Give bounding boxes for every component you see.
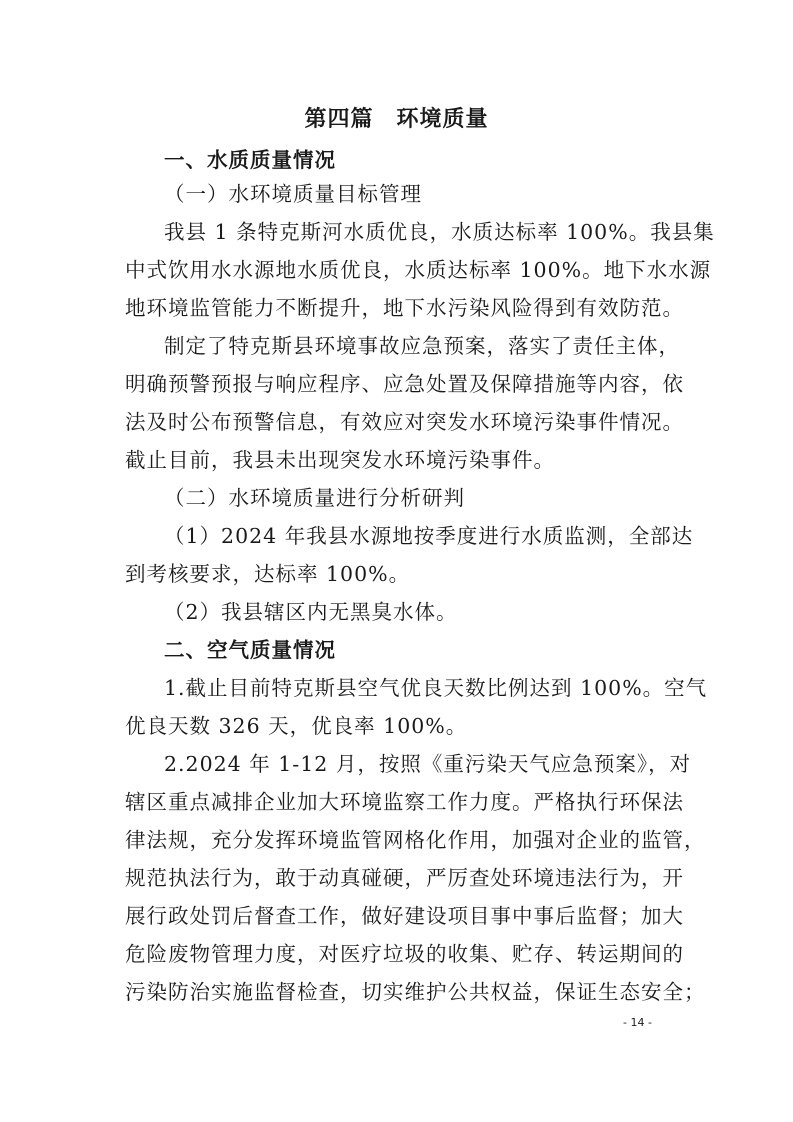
paragraph-line: 1.截止目前特克斯县空气优良天数比例达到 100%。空气 — [164, 676, 708, 700]
paragraph-line: 中式饮用水水源地水质优良，水质达标率 100%。地下水水源 — [125, 258, 712, 282]
paragraph-line: 污染防治实施监督检查，切实维护公共权益，保证生态安全； — [125, 980, 706, 1004]
subsection-heading-water-target: （一）水环境质量目标管理 — [164, 182, 422, 206]
section-heading-water: 一、水质质量情况 — [164, 148, 336, 172]
paragraph-line: 辖区重点减排企业加大环境监察工作力度。严格执行环保法 — [125, 790, 684, 814]
paragraph-line: 展行政处罚后督查工作，做好建设项目事中事后监督；加大 — [125, 904, 684, 928]
paragraph-line: 截止目前，我县未出现突发水环境污染事件。 — [125, 448, 555, 472]
paragraph-line: 规范执法行为，敢于动真碰硬，严厉查处环境违法行为，开 — [125, 866, 684, 890]
paragraph-line: 到考核要求，达标率 100%。 — [125, 562, 411, 586]
paragraph-line: （1）2024 年我县水源地按季度进行水质监测，全部达 — [164, 524, 694, 548]
paragraph-line: 明确预警预报与响应程序、应急处置及保障措施等内容，依 — [125, 372, 684, 396]
paragraph-line: 我县 1 条特克斯河水质优良，水质达标率 100%。我县集 — [164, 220, 715, 244]
subsection-heading-water-analysis: （二）水环境质量进行分析研判 — [164, 486, 465, 510]
paragraph-line: 2.2024 年 1-12 月，按照《重污染天气应急预案》，对 — [164, 752, 692, 776]
paragraph-line: 制定了特克斯县环境事故应急预案，落实了责任主体， — [164, 334, 680, 358]
document-title: 第四篇 环境质量 — [304, 106, 489, 132]
paragraph-line: （2）我县辖区内无黑臭水体。 — [164, 600, 458, 624]
paragraph-line: 地环境监管能力不断提升，地下水污染风险得到有效防范。 — [125, 296, 684, 320]
paragraph-line: 律法规，充分发挥环境监管网格化作用，加强对企业的监管， — [125, 828, 706, 852]
paragraph-line: 优良天数 326 天，优良率 100%。 — [125, 714, 468, 738]
page-number: - 14 - — [623, 1016, 652, 1029]
paragraph-line: 法及时公布预警信息，有效应对突发水环境污染事件情况。 — [125, 410, 684, 434]
paragraph-line: 危险废物管理力度，对医疗垃圾的收集、贮存、转运期间的 — [125, 942, 684, 966]
section-heading-air: 二、空气质量情况 — [164, 638, 336, 662]
